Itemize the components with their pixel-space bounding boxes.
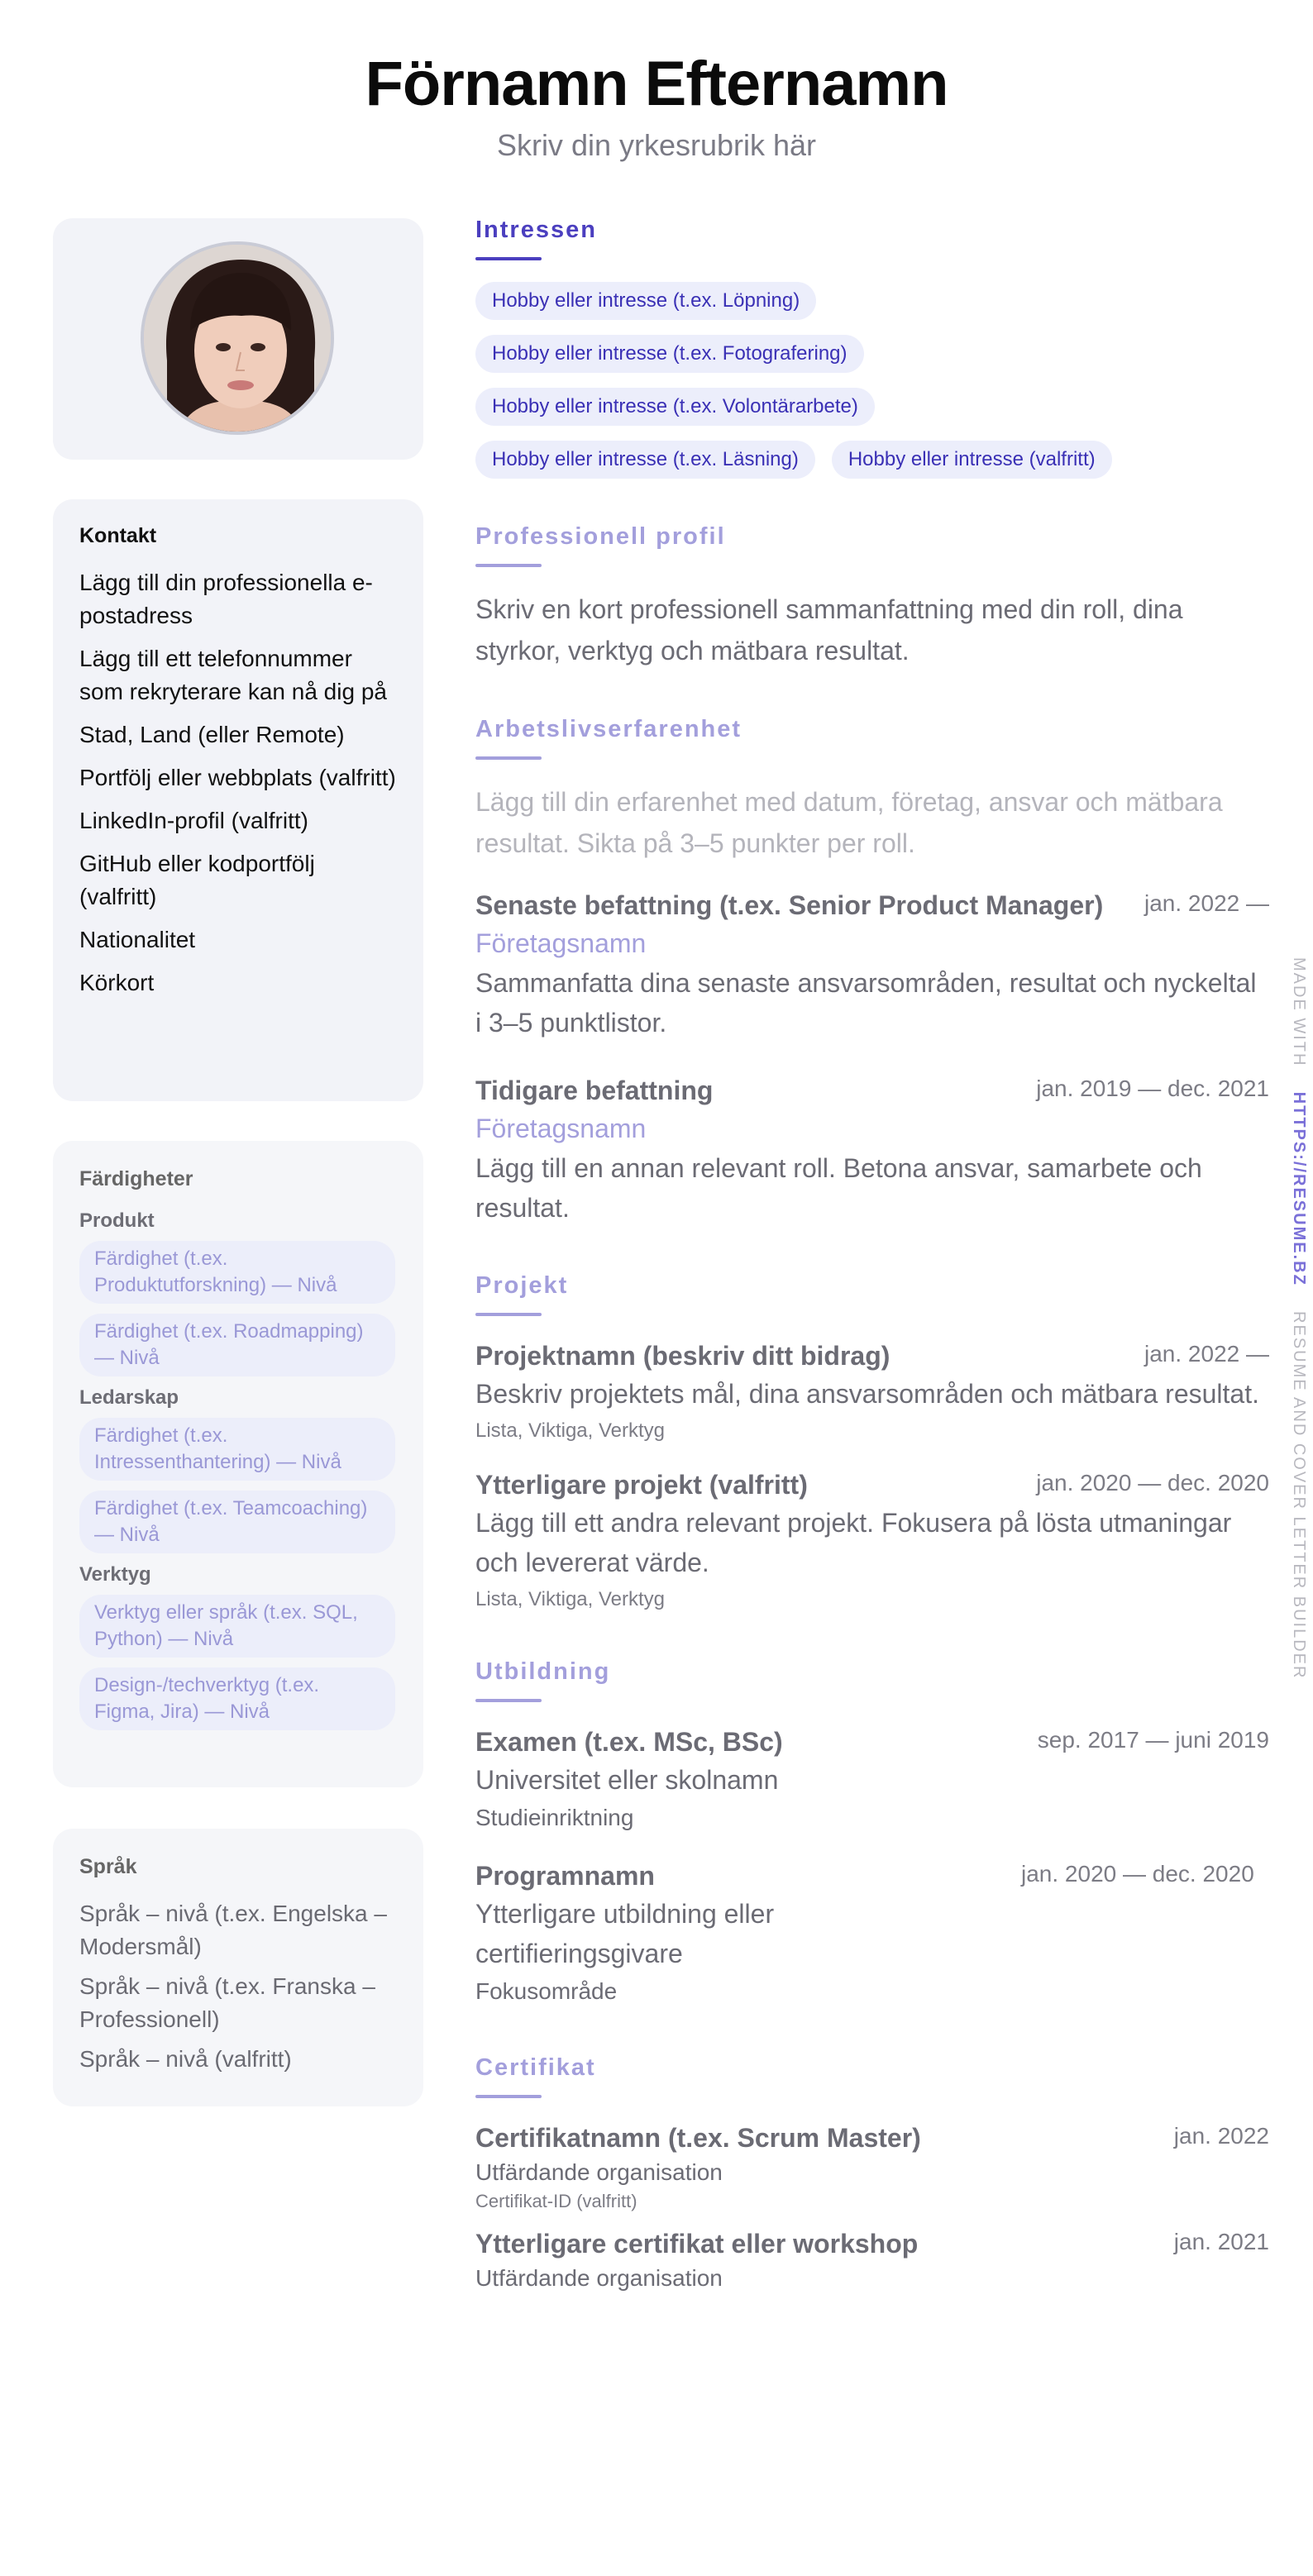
language-item: Språk – nivå (t.ex. Engelska – Modersmål) xyxy=(79,1901,387,1959)
profile-title: Professionell profil xyxy=(475,523,726,550)
contact-github: GitHub eller kodportfölj (valfritt) xyxy=(79,851,315,909)
certificate-issuer: Utfärdande organisation xyxy=(475,2159,723,2185)
contact-card xyxy=(53,499,423,1101)
interest-tag: Hobby eller intresse (t.ex. Läsning) xyxy=(475,441,815,479)
education-title: Utbildning xyxy=(475,1658,611,1685)
photo-card xyxy=(53,218,423,460)
field-of-study: Studieinriktning xyxy=(475,1805,634,1830)
watermark xyxy=(1289,957,1308,1680)
job-headline: Skriv din yrkesrubrik här xyxy=(496,128,817,162)
languages-title: Språk xyxy=(79,1855,137,1878)
skill-pill: Verktyg eller språk (t.ex. SQL, Python) — Nivå xyxy=(79,1595,395,1658)
profile-photo xyxy=(141,241,334,435)
project-tags: Lista, Viktiga, Verktyg xyxy=(475,1588,666,1610)
project-entry xyxy=(475,1467,1269,1614)
project-date: jan. 2022 — xyxy=(1144,1341,1269,1367)
company-name: Företagsnamn xyxy=(475,1114,647,1143)
watermark-suffix: RESUME AND COVER LETTER BUILDER xyxy=(1290,1311,1308,1680)
interest-tag: Hobby eller intresse (t.ex. Volontärarbete) xyxy=(475,388,875,426)
section-divider xyxy=(475,2095,542,2098)
project-description: Lägg till ett andra relevant projekt. Fokusera på lösta utmaningar och levererat värde. xyxy=(475,1508,1232,1577)
projects-title: Projekt xyxy=(475,1272,569,1299)
contact-location: Stad, Land (eller Remote) xyxy=(79,722,345,747)
watermark-link[interactable]: HTTPS://RESUME.BZ xyxy=(1290,1091,1308,1286)
languages-card xyxy=(53,1829,423,2106)
education-entry xyxy=(475,1724,1269,1836)
interests-title: Intressen xyxy=(475,217,597,243)
experience-intro: Lägg till din erfarenhet med datum, företag, ansvar och mätbara resultat. Sikta på 3–5 punkter per roll. xyxy=(475,787,1223,858)
section-divider xyxy=(475,257,542,260)
job-title: Tidigare befattning xyxy=(475,1076,714,1105)
language-item: Språk – nivå (t.ex. Franska – Professionell) xyxy=(79,1973,375,2032)
interest-tags xyxy=(475,282,1269,479)
education-entry xyxy=(475,1858,1269,2010)
section-divider xyxy=(475,1313,542,1316)
section-divider xyxy=(475,756,542,760)
skills-title: Färdigheter xyxy=(79,1167,193,1190)
contact-linkedin: LinkedIn-profil (valfritt) xyxy=(79,808,308,833)
interest-tag: Hobby eller intresse (valfritt) xyxy=(832,441,1112,479)
interest-tag: Hobby eller intresse (t.ex. Löpning) xyxy=(475,282,816,320)
resume-header xyxy=(0,43,1313,164)
skill-pill: Design-/techverktyg (t.ex. Figma, Jira) — Nivå xyxy=(79,1667,395,1730)
experience-entry xyxy=(475,1072,1269,1228)
certificate-issuer: Utfärdande organisation xyxy=(475,2265,723,2291)
interest-tag: Hobby eller intresse (t.ex. Fotografering) xyxy=(475,335,864,373)
main-column xyxy=(475,217,1269,2295)
contact-license: Körkort xyxy=(79,970,155,995)
certificate-title: Ytterligare certifikat eller workshop xyxy=(475,2229,919,2259)
certificate-entry xyxy=(475,2120,1269,2214)
skill-pill: Färdighet (t.ex. Teamcoaching) — Nivå xyxy=(79,1491,395,1553)
project-title: Projektnamn (beskriv ditt bidrag) xyxy=(475,1341,890,1371)
experience-entry xyxy=(475,887,1269,1042)
company-name: Företagsnamn xyxy=(475,928,647,958)
project-date: jan. 2020 — dec. 2020 xyxy=(1036,1470,1269,1496)
education-date: jan. 2020 — dec. 2020 xyxy=(1021,1861,1254,1887)
contact-portfolio: Portfölj eller webbplats (valfritt) xyxy=(79,765,396,790)
full-name: Förnamn Efternamn xyxy=(365,49,948,119)
certificate-title: Certifikatnamn (t.ex. Scrum Master) xyxy=(475,2123,921,2153)
job-description: Sammanfatta dina senaste ansvarsområden, resultat och nyckeltal i 3–5 punktlistor. xyxy=(475,968,1257,1038)
job-date: jan. 2022 — xyxy=(1144,890,1269,916)
certificates-title: Certifikat xyxy=(475,2054,596,2081)
experience-title: Arbetslivserfarenhet xyxy=(475,716,742,742)
contact-email: Lägg till din professionella e-postadress xyxy=(79,570,373,628)
certificate-entry xyxy=(475,2225,1269,2295)
school-name: Universitet eller skolnamn xyxy=(475,1765,779,1795)
project-description: Beskriv projektets mål, dina ansvarsområden och mätbara resultat. xyxy=(475,1379,1259,1409)
certificate-id: Certifikat-ID (valfritt) xyxy=(475,2191,637,2211)
contact-nationality: Nationalitet xyxy=(79,927,196,952)
project-tags: Lista, Viktiga, Verktyg xyxy=(475,1419,666,1442)
skill-pill: Färdighet (t.ex. Roadmapping) — Nivå xyxy=(79,1314,395,1376)
contact-title: Kontakt xyxy=(79,524,157,547)
project-entry xyxy=(475,1338,1269,1445)
school-name: Ytterligare utbildning eller certifieringsgivare xyxy=(475,1899,775,1968)
skill-pill: Färdighet (t.ex. Intressenthantering) — Nivå xyxy=(79,1418,395,1481)
job-date: jan. 2019 — dec. 2021 xyxy=(1036,1076,1269,1101)
job-title: Senaste befattning (t.ex. Senior Product Manager) xyxy=(475,890,1104,920)
skills-card xyxy=(53,1141,423,1787)
job-description: Lägg till en annan relevant roll. Betona ansvar, samarbete och resultat. xyxy=(475,1153,1202,1223)
skill-pill: Färdighet (t.ex. Produktutforskning) — Nivå xyxy=(79,1241,395,1304)
education-date: sep. 2017 — juni 2019 xyxy=(1037,1727,1269,1753)
language-item: Språk – nivå (valfritt) xyxy=(79,2046,292,2072)
field-of-study: Fokusområde xyxy=(475,1978,618,2004)
certificate-date: jan. 2022 xyxy=(1173,2123,1269,2149)
degree-title: Programnamn xyxy=(475,1861,655,1891)
contact-phone: Lägg till ett telefonnummer som rekryterare kan nå dig på xyxy=(79,646,387,704)
profile-summary: Skriv en kort professionell sammanfattning med din roll, dina styrkor, verktyg och mätbara resultat. xyxy=(475,594,1183,665)
skill-group-name: Produkt xyxy=(79,1209,155,1232)
section-divider xyxy=(475,564,542,567)
section-divider xyxy=(475,1699,542,1702)
certificate-date: jan. 2021 xyxy=(1173,2229,1269,2254)
project-title: Ytterligare projekt (valfritt) xyxy=(475,1470,808,1500)
skill-group-name: Verktyg xyxy=(79,1563,151,1586)
skill-group-name: Ledarskap xyxy=(79,1386,179,1409)
degree-title: Examen (t.ex. MSc, BSc) xyxy=(475,1727,783,1757)
watermark-prefix: MADE WITH xyxy=(1290,957,1308,1067)
